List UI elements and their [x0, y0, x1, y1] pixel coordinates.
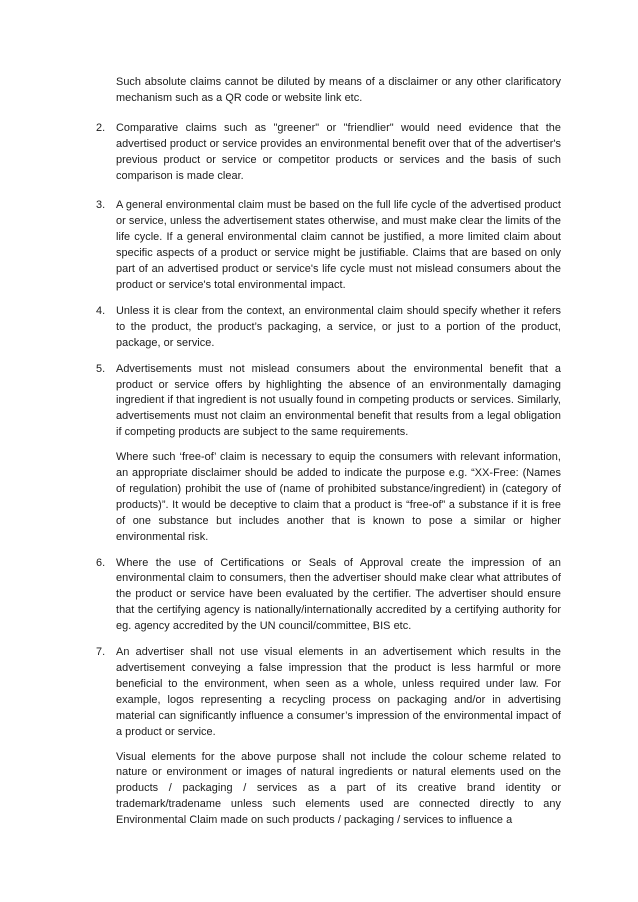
list-item-4: [96, 304, 561, 352]
list-item-body: [116, 198, 561, 293]
list-number: 6.: [96, 556, 106, 569]
list-number: 4.: [96, 304, 106, 317]
list-item-6: [96, 556, 561, 636]
intro-paragraph: Such absolute claims cannot be diluted by means of a disclaimer or any other clarificatory mechanism such as a QR code or website link etc.: [116, 76, 561, 104]
list-item-7: [96, 645, 561, 829]
list-item-body: [116, 362, 561, 546]
list-paragraph: Where such ‘free-of’ claim is necessary to equip the consumers with relevant information, an appropriate disclaimer should be added to indicate the purpose e.g. “XX-Free: (Names of regulation) prohibit the use of (name of prohibited substance/ingredient) in (category of products)”. It would be deceptive to claim that a product is “free-of” a substance if it is free of one substance but includes another that is known to pose a similar or higher environmental risk.: [116, 451, 561, 543]
list-number: 7.: [96, 646, 106, 659]
list-paragraph: Comparative claims such as "greener" or "friendlier" would need evidence that the advertised product or service provides an environmental benefit over that of the advertiser's previous product or service or competitor products or services and the basis of such comparison is made clear.: [116, 121, 562, 182]
list-item-body: [116, 645, 561, 829]
list-number: 3.: [96, 199, 106, 212]
list-paragraph: Advertisements must not mislead consumers about the environmental benefit that a product or service offers by highlighting the absence of an environmentally damaging ingredient if that ingredient is not usually found in competing products or services. Similarly, advertisements must not claim an environmental benefit that results from a legal obligation if competing products are subject to the same requirements.: [116, 362, 561, 439]
list-item-5: [96, 362, 561, 546]
list-item-body: [116, 121, 561, 185]
document-body: [96, 75, 561, 839]
list-number: 2.: [96, 121, 106, 134]
list-paragraph: Unless it is clear from the context, an environmental claim should specify whether it refers to the product, the product’s packaging, a service, or just to a portion of the product, package, or service.: [116, 304, 561, 349]
list-item-3: [96, 198, 561, 293]
list-item-2: [96, 121, 561, 185]
list-paragraph: Where the use of Certifications or Seals of Approval create the impression of an environmental claim to consumers, then the advertiser should make clear what attributes of the product or service have been evaluated by the certifier. The advertiser should ensure that the certifying agency is nationally/internationally accredited by a certifying authority for eg. agency accredited by the UN council/committee, BIS etc.: [116, 556, 561, 633]
list-paragraph: Visual elements for the above purpose shall not include the colour scheme related to nature or environment or images of natural ingredients or natural elements used on the products / packaging / services as a part of its creative brand identity or trademark/tradename unless such elements used are connected directly to any Environmental Claim made on such products / packaging / services to influence a: [116, 750, 561, 827]
list-item-body: [116, 556, 561, 636]
list-item-body: [116, 304, 561, 352]
list-number: 5.: [96, 362, 106, 375]
list-paragraph: An advertiser shall not use visual elements in an advertisement which results in the advertisement conveying a false impression that the product is less harmful or more beneficial to the environment, when seen as a whole, unless required under law. For example, logos representing a recycling process on packaging and/or in advertising material can significantly influence a consumer’s impression of the environmental impact of a product or service.: [116, 646, 561, 738]
list-paragraph: A general environmental claim must be based on the full life cycle of the advertised product or service, unless the advertisement states otherwise, and must make clear the limits of the life cycle. If a general environmental claim cannot be justified, a more limited claim about specific aspects of a product or service might be justifiable. Claims that are based on only part of an advertised product or service's life cycle must not mislead consumers about the product or service's total environmental impact.: [116, 199, 561, 291]
